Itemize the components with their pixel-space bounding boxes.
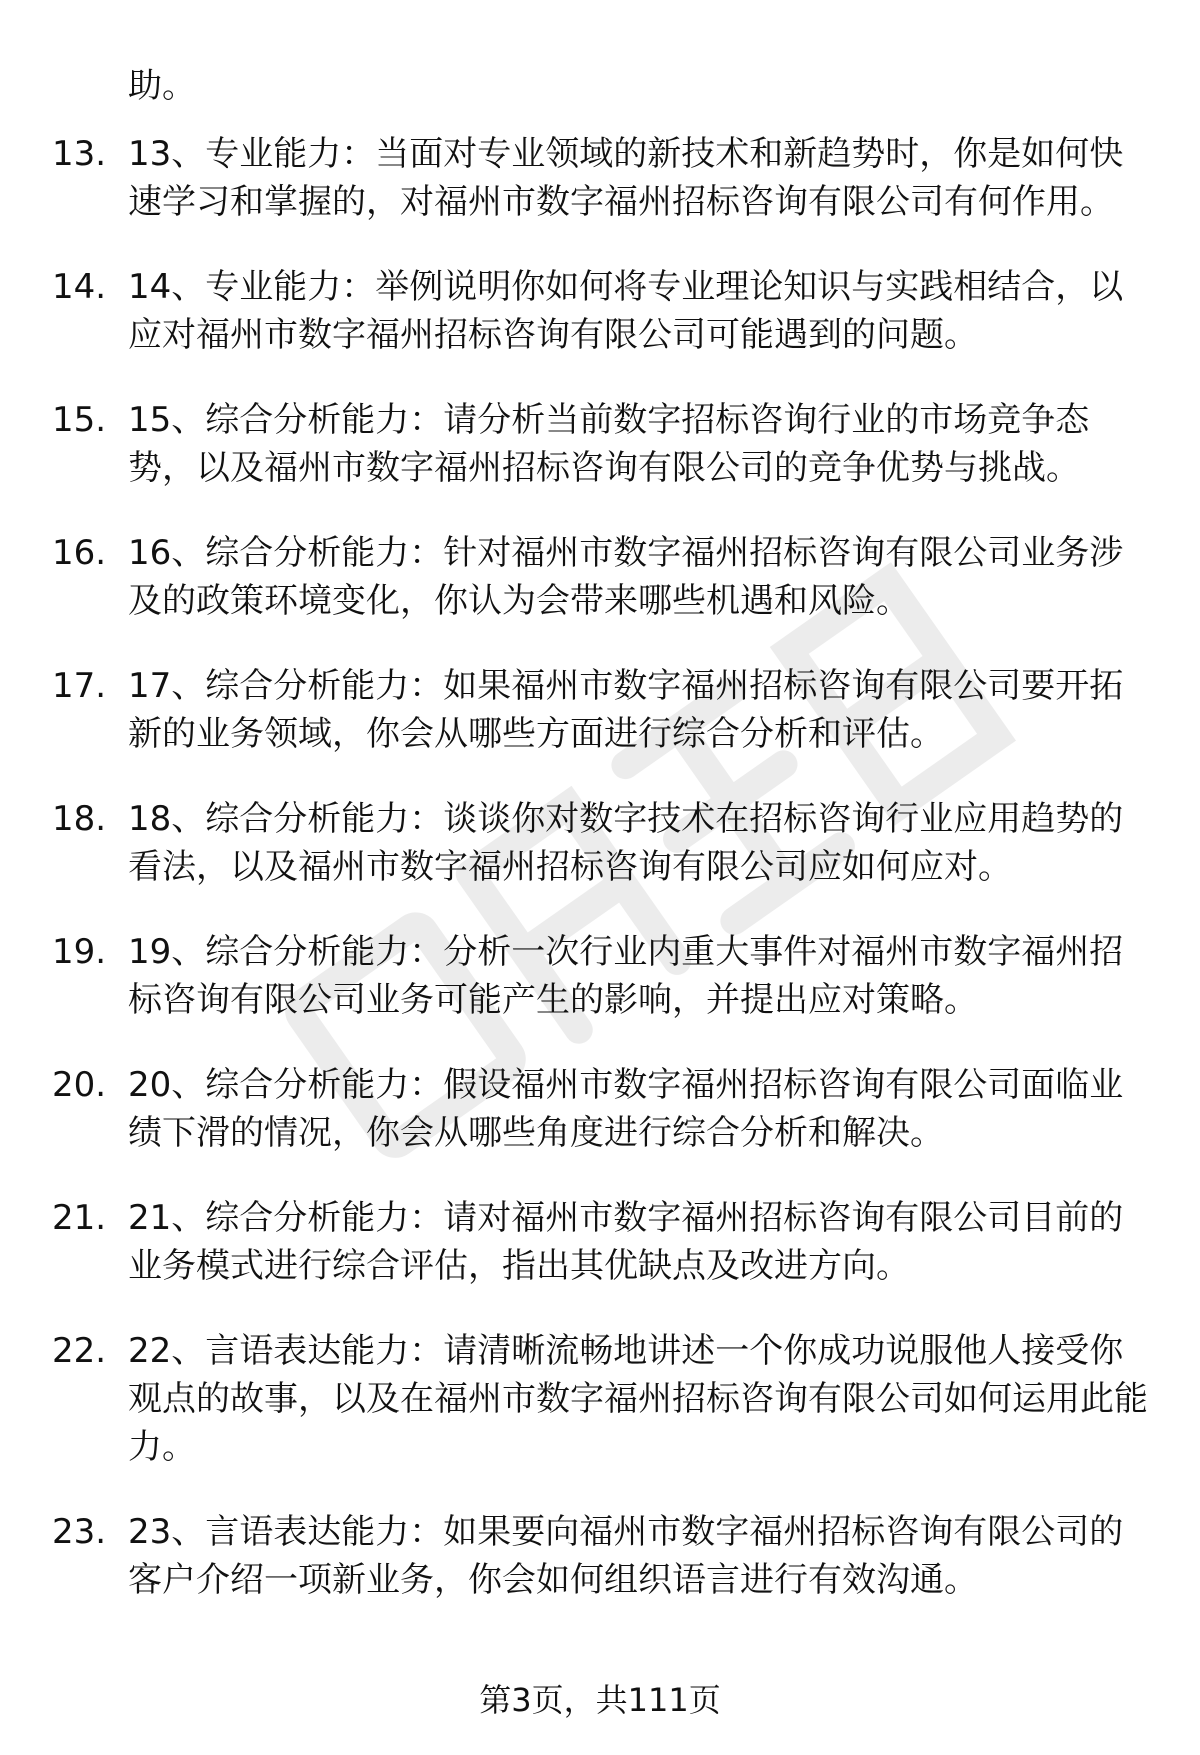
- item-number: 17.: [52, 666, 107, 706]
- list-item: [0, 1508, 1200, 1604]
- item-number: 15.: [52, 400, 107, 440]
- list-item: [0, 795, 1200, 891]
- item-number: 16.: [52, 533, 107, 573]
- question-list: [0, 130, 1200, 1641]
- item-text: 21、综合分析能力：请对福州市数字福州招标咨询有限公司目前的业务模式进行综合评估，指出其优缺点及改进方向。: [128, 1198, 1124, 1286]
- page-footer: 第3页，共111页: [479, 1681, 721, 1719]
- item-text: 22、言语表达能力：请清晰流畅地讲述一个你成功说服他人接受你观点的故事，以及在福州市数字福州招标咨询有限公司如何运用此能力。: [128, 1331, 1148, 1467]
- continuation-text: 助。: [128, 66, 196, 106]
- item-text: 17、综合分析能力：如果福州市数字福州招标咨询有限公司要开拓新的业务领域，你会从哪些方面进行综合分析和评估。: [128, 666, 1124, 754]
- item-number: 13.: [52, 134, 107, 174]
- item-text: 18、综合分析能力：谈谈你对数字技术在招标咨询行业应用趋势的看法，以及福州市数字福州招标咨询有限公司应如何应对。: [128, 799, 1124, 887]
- list-item: [0, 1194, 1200, 1290]
- item-number: 18.: [52, 799, 107, 839]
- list-item: [0, 263, 1200, 359]
- list-item: [0, 1327, 1200, 1471]
- item-number: 23.: [52, 1512, 107, 1552]
- item-text: 16、综合分析能力：针对福州市数字福州招标咨询有限公司业务涉及的政策环境变化，你认为会带来哪些机遇和风险。: [128, 533, 1124, 621]
- list-item: [0, 928, 1200, 1024]
- item-number: 21.: [52, 1198, 107, 1238]
- item-text: 15、综合分析能力：请分析当前数字招标咨询行业的市场竞争态势，以及福州市数字福州招标咨询有限公司的竞争优势与挑战。: [128, 400, 1090, 488]
- item-text: 14、专业能力：举例说明你如何将专业理论知识与实践相结合，以应对福州市数字福州招标咨询有限公司可能遇到的问题。: [128, 267, 1124, 355]
- list-item: [0, 529, 1200, 625]
- item-text: 23、言语表达能力：如果要向福州市数字福州招标咨询有限公司的客户介绍一项新业务，你会如何组织语言进行有效沟通。: [128, 1512, 1124, 1600]
- item-text: 19、综合分析能力：分析一次行业内重大事件对福州市数字福州招标咨询有限公司业务可能产生的影响，并提出应对策略。: [128, 932, 1124, 1020]
- item-number: 22.: [52, 1331, 107, 1371]
- item-number: 20.: [52, 1065, 107, 1105]
- list-item: [0, 396, 1200, 492]
- item-text: 13、专业能力：当面对专业领域的新技术和新趋势时，你是如何快速学习和掌握的，对福州市数字福州招标咨询有限公司有何作用。: [128, 134, 1124, 222]
- item-text: 20、综合分析能力：假设福州市数字福州招标咨询有限公司面临业绩下滑的情况，你会从哪些角度进行综合分析和解决。: [128, 1065, 1124, 1153]
- list-item: [0, 662, 1200, 758]
- item-number: 14.: [52, 267, 107, 307]
- list-item: [0, 130, 1200, 226]
- list-item: [0, 1061, 1200, 1157]
- item-number: 19.: [52, 932, 107, 972]
